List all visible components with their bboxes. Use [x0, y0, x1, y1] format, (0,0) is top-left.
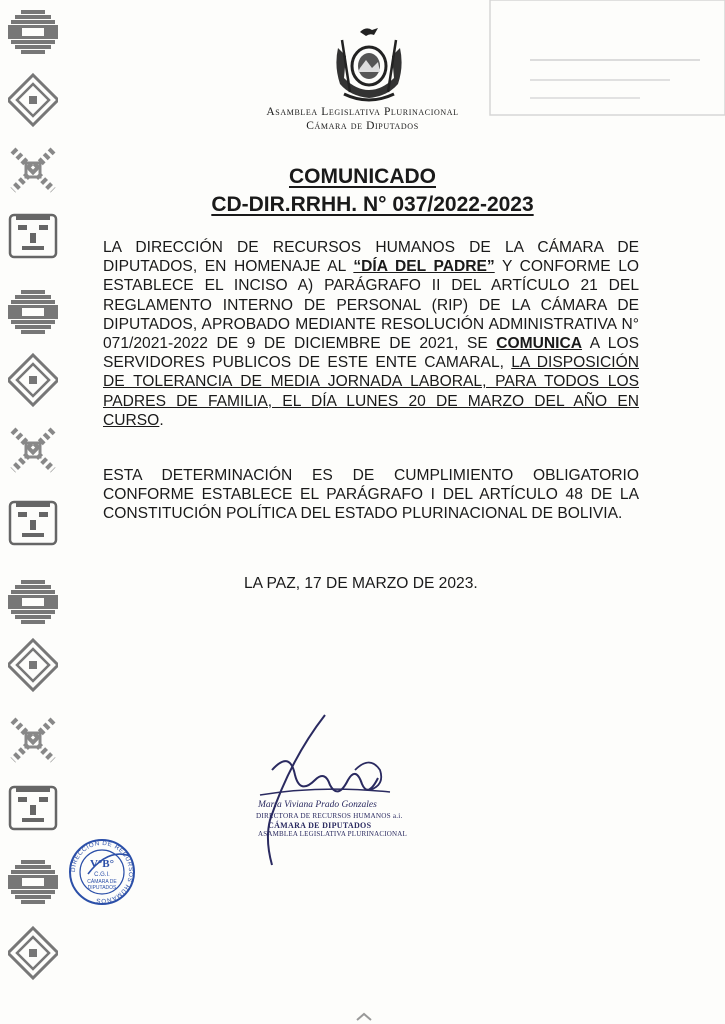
- page-footer-mark: [355, 1012, 373, 1022]
- signatory-chamber: CÁMARA DE DIPUTADOS: [268, 821, 372, 830]
- handwritten-signature: [230, 700, 420, 870]
- faded-corner-stamp: [470, 0, 725, 120]
- svg-text:DIRECCIÓN DE RECURSOS HUMANOS: DIRECCIÓN DE RECURSOS HUMANOS: [69, 839, 135, 905]
- underlined-disposition: LA DISPOSICIÓN DE TOLERANCIA DE MEDIA JORNADA LABORAL, PARA TODOS LOS PADRES DE FAMILIA, EL DÍA LUNES 20 DE MARZO DEL AÑO EN CURSO: [103, 354, 639, 429]
- svg-text:V°B°: V°B°: [89, 858, 115, 870]
- chamber-name: Cámara de Diputados: [306, 120, 419, 132]
- highlight-dia-del-padre: “DÍA DEL PADRE”: [353, 258, 495, 276]
- decorative-border: [8, 0, 58, 1024]
- svg-text:CÁMARA DE: CÁMARA DE: [87, 879, 117, 885]
- svg-text:DIPUTADOS: DIPUTADOS: [87, 885, 117, 891]
- approval-stamp: [68, 838, 136, 906]
- main-paragraph: LA DIRECCIÓN DE RECURSOS HUMANOS DE LA CÁMARA DE DIPUTADOS, EN HOMENAJE AL “DÍA DEL PADRE” Y CONFORME LO ESTABLECE EL INCISO A) PARÁGRAFO II DEL ARTÍCULO 21 DEL REGLAMENTO INTERNO DE PERSONAL (RIP) DE LA CÁMARA DE DIPUTADOS, APROBADO MEDIANTE RESOLUCIÓN ADMINISTRATIVA N° 071/2021-2022 DE 9 DE DICIEMBRE DE 2021, SE COMUNICA A LOS SERVIDORES PUBLICOS DE ESTE ENTE CAMARAL, LA DISPOSICIÓN DE TOLERANCIA DE MEDIA JORNADA LABORAL, PARA TODOS LOS PADRES DE FAMILIA, EL DÍA LUNES 20 DE MARZO DEL AÑO EN CURSO.: [103, 239, 639, 429]
- svg-text:C.G.I.: C.G.I.: [94, 872, 110, 878]
- reference-number: CD-DIR.RRHH. N° 037/2022-2023: [211, 193, 534, 216]
- signatory-name: María Viviana Prado Gonzales: [258, 800, 377, 810]
- signatory-role: DIRECTORA DE RECURSOS HUMANOS a.i.: [256, 812, 403, 820]
- document-title: COMUNICADO: [289, 165, 436, 188]
- second-paragraph: ESTA DETERMINACIÓN ES DE CUMPLIMIENTO OBLIGATORIO CONFORME ESTABLECE EL PARÁGRAFO I DEL ARTÍCULO 48 DE LA CONSTITUCIÓN POLÍTICA DEL ESTADO PLURINACIONAL DE BOLIVIA.: [103, 467, 639, 523]
- place-date: LA PAZ, 17 DE MARZO DE 2023.: [244, 575, 478, 592]
- verb-comunica: COMUNICA: [496, 335, 583, 353]
- coat-of-arms-icon: [330, 26, 408, 102]
- signatory-assembly: ASAMBLEA LEGISLATIVA PLURINACIONAL: [258, 830, 408, 838]
- institution-name: Asamblea Legislativa Plurinacional: [266, 106, 459, 118]
